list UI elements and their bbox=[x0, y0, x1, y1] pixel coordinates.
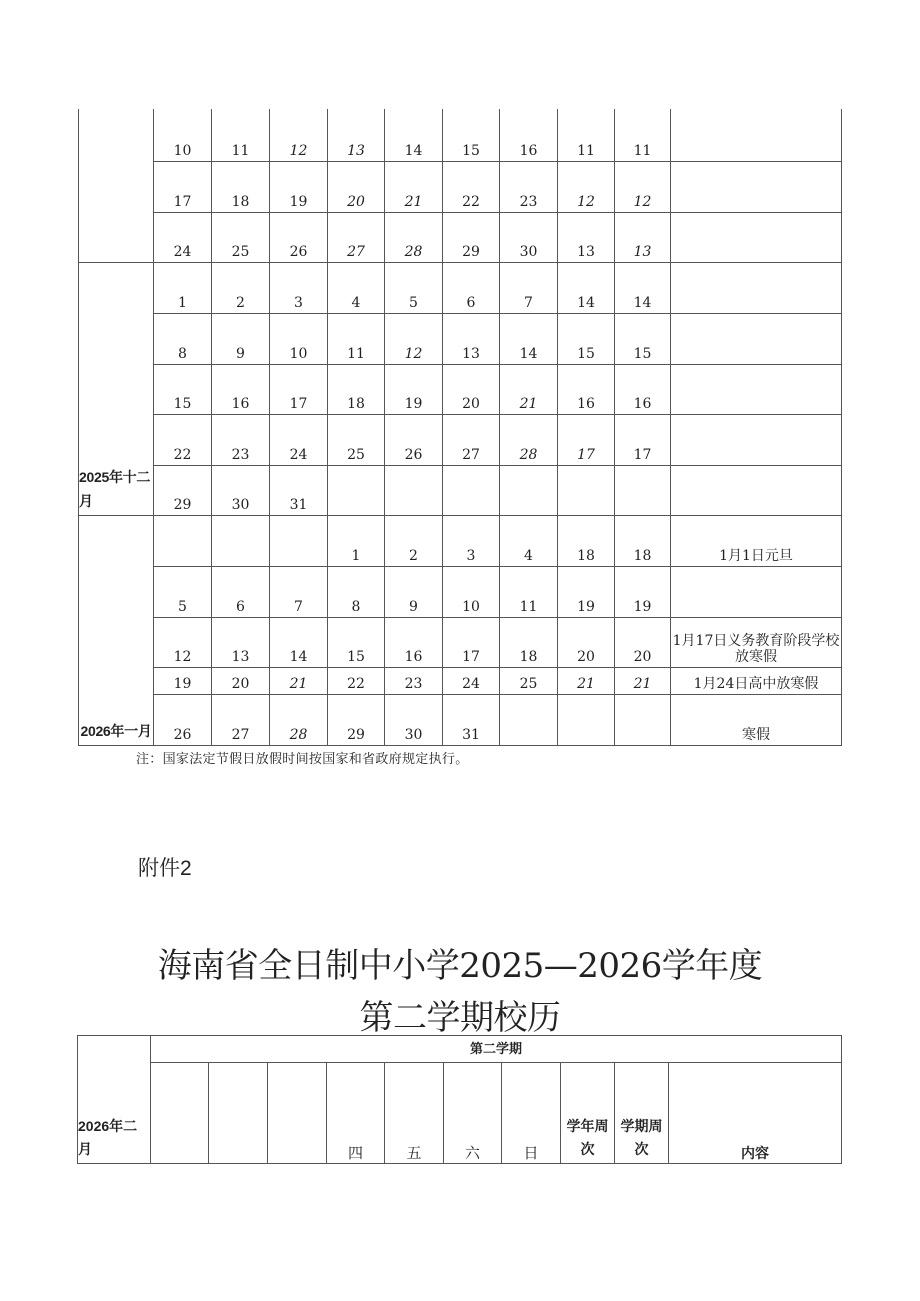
day-cell: 25 bbox=[500, 667, 558, 694]
holiday-note: 注：国家法定节假日放假时间按国家和省政府规定执行。 bbox=[136, 752, 469, 767]
day-cell: 4 bbox=[500, 515, 558, 566]
content-cell: 1月17日义务教育阶段学校放寒假 bbox=[671, 617, 842, 667]
day-cell bbox=[328, 465, 385, 515]
day-cell: 8 bbox=[154, 313, 212, 364]
attachment-label: 附件2 bbox=[138, 857, 192, 880]
table-row bbox=[79, 364, 842, 414]
day-cell: 19 bbox=[385, 364, 443, 414]
day-cell: 2 bbox=[385, 515, 443, 566]
day-cell: 24 bbox=[443, 667, 500, 694]
day-cell bbox=[154, 515, 212, 566]
month-label: 2026年二月 bbox=[78, 1118, 138, 1157]
day-cell: 30 bbox=[212, 465, 270, 515]
table-row bbox=[79, 667, 842, 694]
day-cell: 5 bbox=[154, 566, 212, 617]
day-cell: 26 bbox=[385, 414, 443, 465]
term-week-cell: 17 bbox=[615, 414, 671, 465]
day-cell bbox=[270, 515, 328, 566]
day-cell bbox=[212, 515, 270, 566]
school-week-cell: 14 bbox=[558, 262, 615, 313]
day-cell: 13 bbox=[328, 109, 385, 161]
term-week-cell: 11 bbox=[615, 109, 671, 161]
day-cell: 11 bbox=[212, 109, 270, 161]
day-cell: 27 bbox=[212, 694, 270, 745]
day-cell: 2 bbox=[212, 262, 270, 313]
school-week-cell: 12 bbox=[558, 161, 615, 212]
day-cell: 17 bbox=[270, 364, 328, 414]
day-cell: 31 bbox=[270, 465, 328, 515]
school-week-cell: 20 bbox=[558, 617, 615, 667]
school-week-cell: 16 bbox=[558, 364, 615, 414]
weekday-header-6: 六 bbox=[444, 1063, 502, 1164]
semester-header: 第二学期 bbox=[151, 1036, 842, 1063]
day-cell: 14 bbox=[385, 109, 443, 161]
term-week-header: 学期周次 bbox=[615, 1063, 669, 1164]
day-cell: 18 bbox=[328, 364, 385, 414]
content-cell bbox=[671, 414, 842, 465]
day-cell: 26 bbox=[154, 694, 212, 745]
day-cell: 20 bbox=[328, 161, 385, 212]
day-cell: 25 bbox=[212, 212, 270, 262]
day-cell: 9 bbox=[212, 313, 270, 364]
day-cell: 10 bbox=[154, 109, 212, 161]
day-cell: 3 bbox=[270, 262, 328, 313]
weekday-header-4: 四 bbox=[327, 1063, 385, 1164]
term-week-cell: 19 bbox=[615, 566, 671, 617]
content-cell bbox=[671, 465, 842, 515]
day-cell: 17 bbox=[154, 161, 212, 212]
school-week-cell: 21 bbox=[558, 667, 615, 694]
day-cell: 21 bbox=[500, 364, 558, 414]
day-cell: 18 bbox=[212, 161, 270, 212]
table-row bbox=[79, 617, 842, 667]
month-cell-feb bbox=[78, 1036, 151, 1164]
day-cell: 13 bbox=[443, 313, 500, 364]
day-cell: 16 bbox=[500, 109, 558, 161]
day-cell: 6 bbox=[443, 262, 500, 313]
day-cell: 22 bbox=[328, 667, 385, 694]
term-week-cell: 20 bbox=[615, 617, 671, 667]
document-title: 海南省全日制中小学2025—2026学年度 bbox=[157, 946, 763, 986]
day-cell: 24 bbox=[154, 212, 212, 262]
month-cell-dec bbox=[79, 262, 154, 515]
term-week-cell bbox=[615, 465, 671, 515]
month-cell-nov bbox=[79, 109, 154, 262]
day-cell: 11 bbox=[500, 566, 558, 617]
term-week-cell: 21 bbox=[615, 667, 671, 694]
day-cell: 18 bbox=[500, 617, 558, 667]
day-cell: 30 bbox=[385, 694, 443, 745]
term-week-cell bbox=[615, 694, 671, 745]
day-cell: 12 bbox=[385, 313, 443, 364]
day-cell: 12 bbox=[154, 617, 212, 667]
table-row bbox=[79, 161, 842, 212]
day-cell: 3 bbox=[443, 515, 500, 566]
content-cell bbox=[671, 212, 842, 262]
weekday-header-1 bbox=[151, 1063, 209, 1164]
day-cell: 5 bbox=[385, 262, 443, 313]
day-cell: 14 bbox=[270, 617, 328, 667]
day-cell: 21 bbox=[270, 667, 328, 694]
day-cell bbox=[443, 465, 500, 515]
day-cell: 30 bbox=[500, 212, 558, 262]
content-cell bbox=[671, 109, 842, 161]
day-cell: 22 bbox=[154, 414, 212, 465]
school-week-cell: 13 bbox=[558, 212, 615, 262]
day-cell: 17 bbox=[443, 617, 500, 667]
table-row bbox=[79, 694, 842, 745]
day-cell: 22 bbox=[443, 161, 500, 212]
day-cell bbox=[500, 465, 558, 515]
day-cell: 8 bbox=[328, 566, 385, 617]
day-cell bbox=[385, 465, 443, 515]
day-cell: 29 bbox=[154, 465, 212, 515]
weekday-header-5: 五 bbox=[385, 1063, 444, 1164]
day-cell: 31 bbox=[443, 694, 500, 745]
table-row bbox=[79, 212, 842, 262]
day-cell: 15 bbox=[443, 109, 500, 161]
calendar-table-first-semester bbox=[78, 109, 842, 746]
day-cell: 1 bbox=[154, 262, 212, 313]
school-week-cell: 15 bbox=[558, 313, 615, 364]
weekday-header-2 bbox=[209, 1063, 268, 1164]
table-row bbox=[79, 313, 842, 364]
school-week-cell: 19 bbox=[558, 566, 615, 617]
day-cell: 19 bbox=[270, 161, 328, 212]
school-week-cell bbox=[558, 465, 615, 515]
month-cell-jan bbox=[79, 515, 154, 745]
day-cell: 1 bbox=[328, 515, 385, 566]
term-week-cell: 13 bbox=[615, 212, 671, 262]
content-cell bbox=[671, 161, 842, 212]
day-cell: 27 bbox=[328, 212, 385, 262]
day-cell: 27 bbox=[443, 414, 500, 465]
day-cell: 21 bbox=[385, 161, 443, 212]
day-cell: 23 bbox=[212, 414, 270, 465]
day-cell: 6 bbox=[212, 566, 270, 617]
table-row bbox=[79, 465, 842, 515]
school-week-cell: 17 bbox=[558, 414, 615, 465]
school-week-header: 学年周次 bbox=[561, 1063, 615, 1164]
table-row bbox=[79, 262, 842, 313]
content-cell bbox=[671, 566, 842, 617]
table-row bbox=[79, 414, 842, 465]
term-week-cell: 15 bbox=[615, 313, 671, 364]
term-week-cell: 18 bbox=[615, 515, 671, 566]
content-header: 内容 bbox=[669, 1063, 842, 1164]
day-cell: 28 bbox=[385, 212, 443, 262]
day-cell bbox=[500, 694, 558, 745]
day-cell: 23 bbox=[385, 667, 443, 694]
content-cell bbox=[671, 364, 842, 414]
table-row bbox=[79, 566, 842, 617]
day-cell: 16 bbox=[212, 364, 270, 414]
day-cell: 15 bbox=[328, 617, 385, 667]
day-cell: 28 bbox=[270, 694, 328, 745]
term-week-cell: 16 bbox=[615, 364, 671, 414]
day-cell: 10 bbox=[443, 566, 500, 617]
day-cell: 28 bbox=[500, 414, 558, 465]
content-cell: 1月24日高中放寒假 bbox=[671, 667, 842, 694]
term-week-cell: 12 bbox=[615, 161, 671, 212]
day-cell: 25 bbox=[328, 414, 385, 465]
school-week-cell: 11 bbox=[558, 109, 615, 161]
day-cell: 13 bbox=[212, 617, 270, 667]
day-cell: 19 bbox=[154, 667, 212, 694]
day-cell: 24 bbox=[270, 414, 328, 465]
content-cell: 寒假 bbox=[671, 694, 842, 745]
weekday-header-7: 日 bbox=[502, 1063, 561, 1164]
month-label: 2026年一月 bbox=[80, 722, 152, 739]
day-cell: 29 bbox=[443, 212, 500, 262]
day-cell: 20 bbox=[443, 364, 500, 414]
term-week-cell: 14 bbox=[615, 262, 671, 313]
weekday-header-3 bbox=[268, 1063, 327, 1164]
day-cell: 7 bbox=[270, 566, 328, 617]
day-cell: 29 bbox=[328, 694, 385, 745]
calendar-table-second-semester bbox=[77, 1035, 842, 1164]
day-cell: 14 bbox=[500, 313, 558, 364]
day-cell: 9 bbox=[385, 566, 443, 617]
month-label: 2025年十二月 bbox=[79, 468, 151, 509]
day-cell: 12 bbox=[270, 109, 328, 161]
day-cell: 23 bbox=[500, 161, 558, 212]
day-cell: 16 bbox=[385, 617, 443, 667]
day-cell: 26 bbox=[270, 212, 328, 262]
calendar1-body bbox=[79, 109, 842, 745]
table-row bbox=[79, 109, 842, 161]
school-week-cell bbox=[558, 694, 615, 745]
school-week-cell: 18 bbox=[558, 515, 615, 566]
day-cell: 10 bbox=[270, 313, 328, 364]
table-row bbox=[79, 515, 842, 566]
day-cell: 20 bbox=[212, 667, 270, 694]
content-cell: 1月1日元旦 bbox=[671, 515, 842, 566]
document-subtitle: 第二学期校历 bbox=[359, 998, 561, 1038]
day-cell: 7 bbox=[500, 262, 558, 313]
content-cell bbox=[671, 262, 842, 313]
day-cell: 15 bbox=[154, 364, 212, 414]
content-cell bbox=[671, 313, 842, 364]
day-cell: 11 bbox=[328, 313, 385, 364]
day-cell: 4 bbox=[328, 262, 385, 313]
